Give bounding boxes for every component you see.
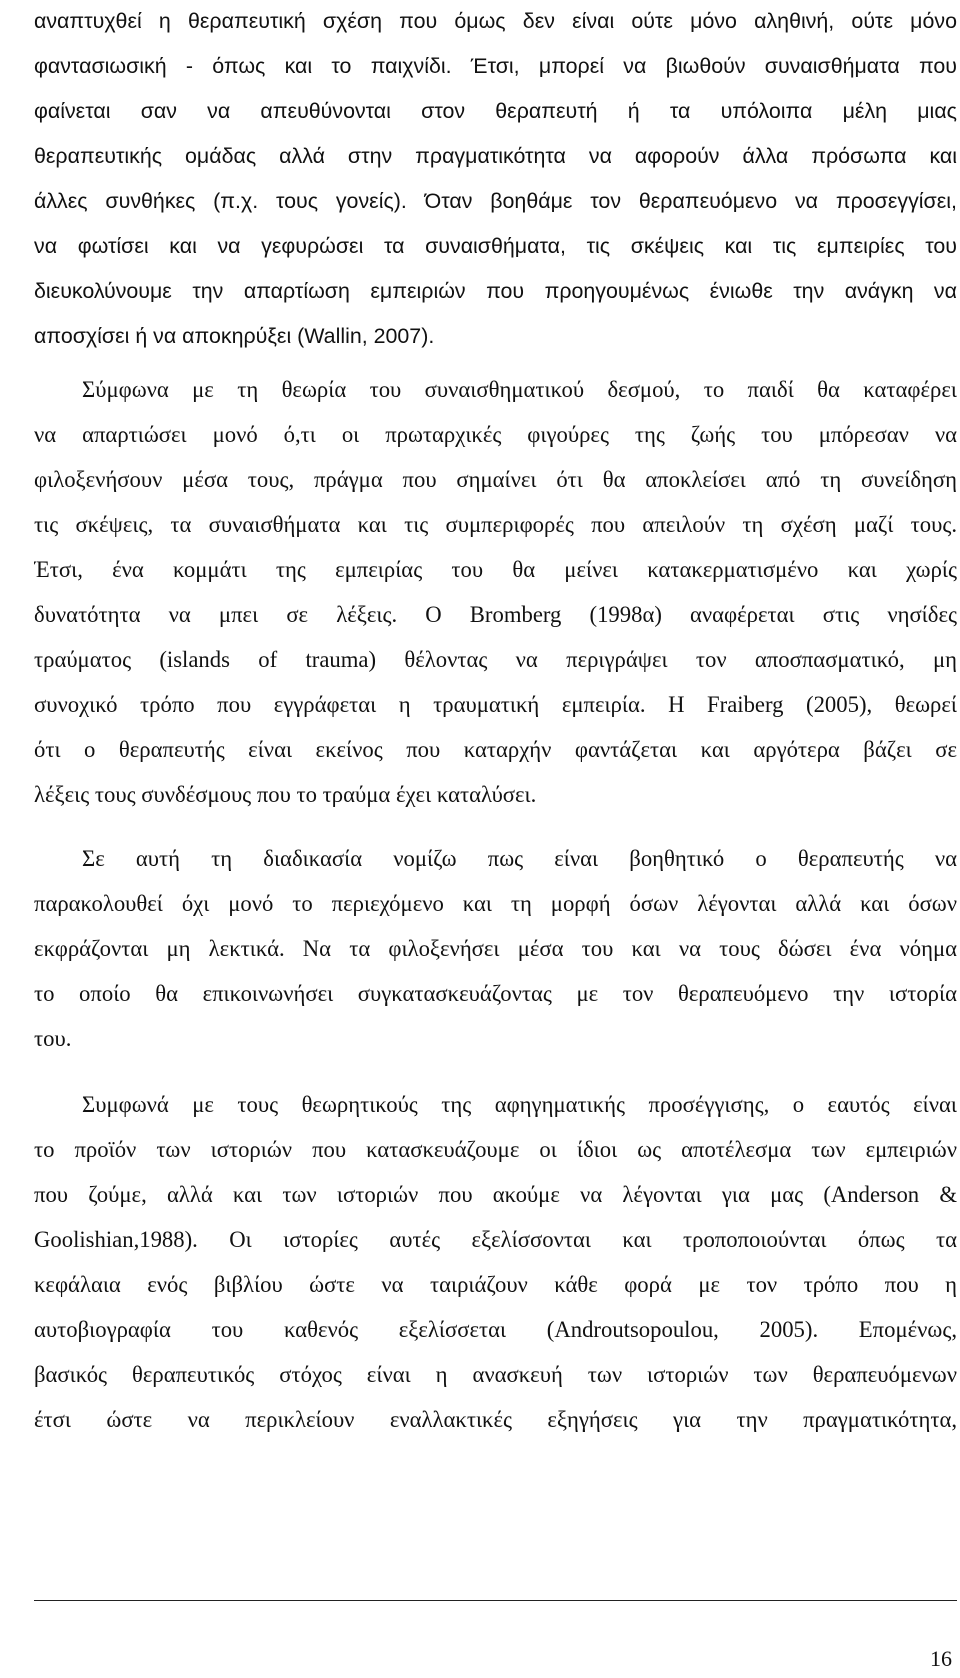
text-line: Σύμφωνα με τη θεωρία του συναισθηματικού δεσμού, το παιδί θα καταφέρει — [82, 377, 957, 402]
text-line: βασικός θεραπευτικός στόχος είναι η ανασκευή των ιστοριών των θεραπευόμενων — [34, 1362, 957, 1387]
text-line: αναπτυχθεί η θεραπευτική σχέση που όμως δεν είναι ούτε μόνο αληθινή, ούτε μόνο — [34, 9, 957, 33]
text-line: ότι ο θεραπευτής είναι εκείνος που καταρχήν φαντάζεται και αργότερα βάζει σε — [34, 737, 957, 762]
text-line: φαίνεται σαν να απευθύνονται στον θεραπευτή ή τα υπόλοιπα μέλη μιας — [34, 99, 957, 123]
text-line: εκφράζονται μη λεκτικά. Να τα φιλοξενήσει μέσα του και να τους δώσει ένα νόημα — [34, 936, 957, 961]
text-line: αποσχίσει ή να αποκηρύξει (Wallin, 2007). — [34, 324, 435, 348]
text-line: λέξεις τους συνδέσμους που το τραύμα έχει καταλύσει. — [34, 782, 537, 807]
text-line: Goolishian,1988). Οι ιστορίες αυτές εξελίσσονται και τροποποιούνται όπως τα — [34, 1227, 957, 1252]
text-line: του. — [34, 1026, 72, 1051]
text-line: που ζούμε, αλλά και των ιστοριών που ακούμε να λέγονται για μας (Anderson & — [34, 1182, 957, 1207]
text-line: Σε αυτή τη διαδικασία νομίζω πως είναι βοηθητικό ο θεραπευτής να — [82, 846, 957, 871]
page-number: 16 — [930, 1646, 952, 1671]
text-line: δυνατότητα να μπει σε λέξεις. Ο Bromberg (1998α) αναφέρεται στις νησίδες — [34, 602, 957, 627]
text-line: έτσι ώστε να περικλείουν εναλλακτικές εξηγήσεις για την πραγματικότητα, — [34, 1407, 957, 1432]
text-line: αυτοβιογραφία του καθενός εξελίσσεται (Androutsopoulou, 2005). Επομένως, — [34, 1317, 957, 1342]
text-line: φιλοξενήσουν μέσα τους, πράγμα που σημαίνει ότι θα αποκλείσει από τη συνείδηση — [34, 467, 957, 492]
text-line: το οποίο θα επικοινωνήσει συγκατασκευάζοντας με τον θεραπευόμενο την ιστορία — [34, 981, 957, 1006]
text-line: φαντασιωσική - όπως και το παιχνίδι. Έτσι, μπορεί να βιωθούν συναισθήματα που — [34, 54, 957, 78]
text-line: Συμφωνά με τους θεωρητικούς της αφηγηματικής προσέγγισης, ο εαυτός είναι — [82, 1092, 957, 1117]
text-line: να απαρτιώσει μονό ό,τι οι πρωταρχικές φιγούρες της ζωής του μπόρεσαν να — [34, 422, 957, 447]
text-line: παρακολουθεί όχι μονό το περιεχόμενο και τη μορφή όσων λέγονται αλλά και όσων — [34, 891, 957, 916]
text-line: θεραπευτικής ομάδας αλλά στην πραγματικότητα να αφορούν άλλα πρόσωπα και — [34, 144, 957, 168]
text-line: άλλες συνθήκες (π.χ. τους γονείς). Όταν βοηθάμε τον θεραπευόμενο να προσεγγίσει, — [34, 189, 957, 213]
text-line: το προϊόν των ιστοριών που κατασκευάζουμε οι ίδιοι ως αποτέλεσμα των εμπειριών — [34, 1137, 957, 1162]
text-line: κεφάλαια ενός βιβλίου ώστε να ταιριάζουν κάθε φορά με τον τρόπο που η — [34, 1272, 957, 1297]
text-line: να φωτίσει και να γεφυρώσει τα συναισθήματα, τις σκέψεις και τις εμπειρίες του — [34, 234, 957, 258]
text-line: διευκολύνουμε την απαρτίωση εμπειριών που προηγουμένως ένιωθε την ανάγκη να — [34, 279, 957, 303]
footer-divider — [34, 1600, 957, 1601]
text-line: τις σκέψεις, τα συναισθήματα και τις συμπεριφορές που απειλούν τη σχέση μαζί τους. — [34, 512, 957, 537]
text-line: συνοχικό τρόπο που εγγράφεται η τραυματική εμπειρία. Η Fraiberg (2005), θεωρεί — [34, 692, 957, 717]
text-line: τραύματος (islands of trauma) θέλοντας να περιγράψει τον αποσπασματικό, μη — [34, 647, 957, 672]
text-line: Έτσι, ένα κομμάτι της εμπειρίας του θα μείνει κατακερματισμένο και χωρίς — [34, 557, 957, 582]
